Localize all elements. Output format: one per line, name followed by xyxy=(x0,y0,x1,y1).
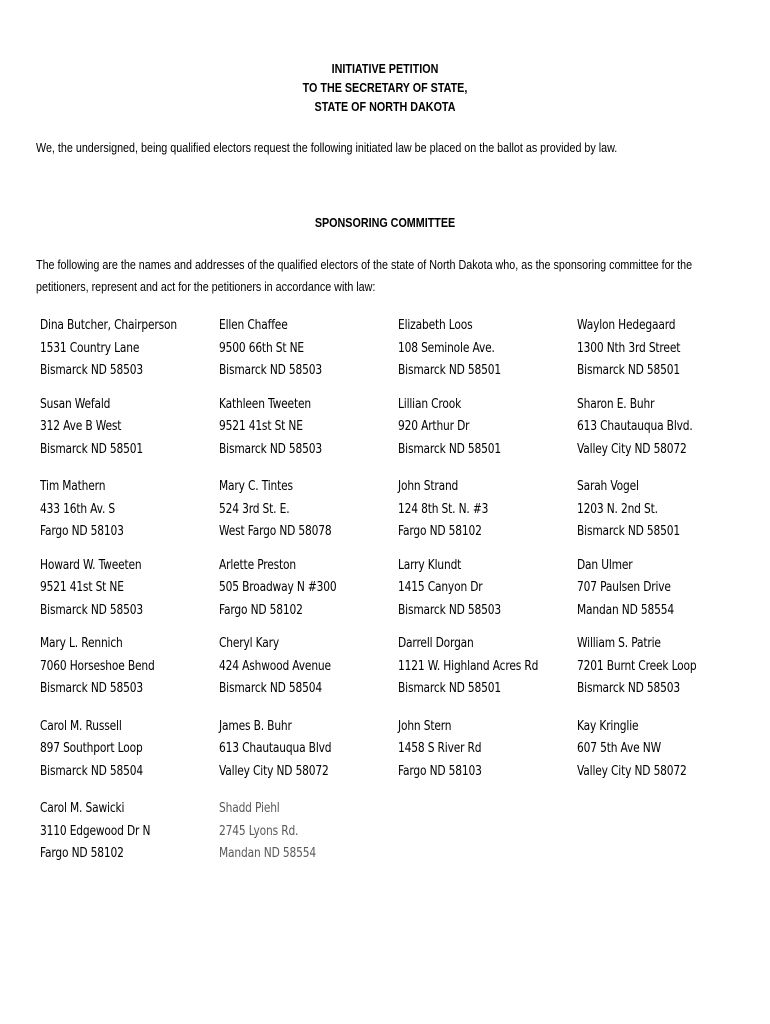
member-city: Bismarck ND 58501 xyxy=(398,363,502,378)
member-city: Valley City ND 58072 xyxy=(219,763,329,779)
committee-description: The following are the names and addresses of the qualified electors of the state of North Dakota who, as the sponsoring committee for the petitioners, represent and act for the petitioners in accordance with law: xyxy=(36,258,693,294)
member-city: Fargo ND 58103 xyxy=(398,763,482,779)
member-street: 9500 66th St NE xyxy=(219,340,304,356)
member-entry xyxy=(398,394,577,462)
member-city: Bismarck ND 58503 xyxy=(219,363,323,378)
member-entry xyxy=(577,476,756,544)
member-entry xyxy=(577,394,756,462)
member-city: Mandan ND 58554 xyxy=(577,602,674,618)
heading-line-1: INITIATIVE PETITION xyxy=(331,62,439,76)
member-street: 613 Chautauqua Blvd. xyxy=(577,419,693,434)
member-street: 613 Chautauqua Blvd xyxy=(219,741,332,756)
member-city: Bismarck ND 58501 xyxy=(577,363,681,378)
member-name: Tim Mathern xyxy=(40,479,106,494)
members-row xyxy=(40,633,760,701)
member-city: Bismarck ND 58501 xyxy=(577,524,681,539)
member-name: Waylon Hedegaard xyxy=(577,318,676,333)
member-street: 1458 S River Rd xyxy=(398,741,482,756)
member-street: 9521 41st St NE xyxy=(40,580,124,595)
member-street: 312 Ave B West xyxy=(40,419,122,434)
member-entry xyxy=(577,633,756,701)
member-entry xyxy=(40,476,219,544)
member-city: Mandan ND 58554 xyxy=(219,846,316,861)
member-name: Shadd Piehl xyxy=(219,801,280,816)
member-name: Dina Butcher, Chairperson xyxy=(40,318,177,333)
member-entry xyxy=(398,476,577,544)
member-name: John Strand xyxy=(398,479,459,494)
member-entry xyxy=(398,633,577,701)
member-name: Susan Wefald xyxy=(40,396,111,412)
member-city: Fargo ND 58102 xyxy=(40,846,124,861)
member-entry xyxy=(40,633,219,701)
member-city: Bismarck ND 58501 xyxy=(398,441,502,457)
heading-line-2: TO THE SECRETARY OF STATE, xyxy=(302,81,468,95)
member-entry xyxy=(219,716,398,784)
heading-line-3: STATE OF NORTH DAKOTA xyxy=(314,100,456,114)
members-row xyxy=(40,716,760,784)
member-name: Mary L. Rennich xyxy=(40,636,123,651)
member-name: Carol M. Sawicki xyxy=(40,801,125,816)
member-entry xyxy=(219,633,398,701)
member-name: Kay Kringlie xyxy=(577,718,639,734)
member-city: Bismarck ND 58504 xyxy=(219,681,323,696)
member-city: Fargo ND 58103 xyxy=(40,524,124,539)
member-city: Bismarck ND 58503 xyxy=(219,441,323,457)
member-city: Bismarck ND 58503 xyxy=(40,602,144,618)
member-entry xyxy=(40,798,219,866)
member-city: Bismarck ND 58503 xyxy=(398,602,502,618)
member-name: Darrell Dorgan xyxy=(398,636,474,651)
member-street: 2745 Lyons Rd. xyxy=(219,823,299,839)
member-entry xyxy=(40,315,219,383)
member-entry xyxy=(219,394,398,462)
member-street: 9521 41st St NE xyxy=(219,419,303,434)
committee-members-grid xyxy=(40,315,760,877)
member-entry xyxy=(577,315,756,383)
petition-heading xyxy=(54,60,716,117)
sponsoring-committee-title: SPONSORING COMMITTEE xyxy=(314,216,456,230)
member-city: West Fargo ND 58078 xyxy=(219,524,332,539)
member-street: 1121 W. Highland Acres Rd xyxy=(398,658,539,674)
member-street: 433 16th Av. S xyxy=(40,501,116,517)
member-entry xyxy=(219,315,398,383)
member-city: Bismarck ND 58504 xyxy=(40,763,144,779)
member-name: Howard W. Tweeten xyxy=(40,557,142,573)
member-entry xyxy=(40,716,219,784)
member-entry xyxy=(40,555,219,623)
member-entry xyxy=(398,716,577,784)
member-street: 1300 Nth 3rd Street xyxy=(577,340,681,356)
member-name: John Stern xyxy=(398,718,452,734)
member-name: Ellen Chaffee xyxy=(219,318,288,333)
member-entry xyxy=(398,315,577,383)
member-street: 920 Arthur Dr xyxy=(398,419,470,434)
member-street: 607 5th Ave NW xyxy=(577,741,661,756)
member-street: 505 Broadway N #300 xyxy=(219,580,337,595)
member-street: 897 Southport Loop xyxy=(40,741,143,756)
member-name: Sharon E. Buhr xyxy=(577,396,655,412)
member-entry xyxy=(219,555,398,623)
member-street: 124 8th St. N. #3 xyxy=(398,501,489,517)
member-name: Kathleen Tweeten xyxy=(219,396,311,412)
member-name: William S. Patrie xyxy=(577,636,661,651)
member-name: Elizabeth Loos xyxy=(398,318,473,333)
member-name: Larry Klundt xyxy=(398,557,462,573)
member-name: Mary C. Tintes xyxy=(219,479,293,494)
member-street: 108 Seminole Ave. xyxy=(398,340,495,356)
members-row xyxy=(40,394,760,462)
member-city: Bismarck ND 58503 xyxy=(40,681,144,696)
member-entry xyxy=(577,716,756,784)
member-street: 524 3rd St. E. xyxy=(219,501,290,517)
member-city: Bismarck ND 58503 xyxy=(40,363,144,378)
members-row xyxy=(40,315,760,383)
member-entry xyxy=(577,555,756,623)
member-name: Cheryl Kary xyxy=(219,636,280,651)
member-street: 1531 Country Lane xyxy=(40,340,140,356)
member-city: Valley City ND 58072 xyxy=(577,763,687,779)
intro-statement: We, the undersigned, being qualified electors request the following initiated law be placed on the ballot as provided by law. xyxy=(36,141,618,155)
member-name: Carol M. Russell xyxy=(40,718,122,734)
member-name: Sarah Vogel xyxy=(577,479,639,494)
member-name: Lillian Crook xyxy=(398,396,462,412)
members-row xyxy=(40,476,760,544)
member-street: 3110 Edgewood Dr N xyxy=(40,823,151,839)
member-city: Bismarck ND 58501 xyxy=(40,441,144,457)
member-entry xyxy=(40,394,219,462)
member-city: Fargo ND 58102 xyxy=(398,524,482,539)
member-city: Bismarck ND 58501 xyxy=(398,681,502,696)
member-city: Bismarck ND 58503 xyxy=(577,681,681,696)
member-entry xyxy=(219,476,398,544)
member-name: Arlette Preston xyxy=(219,557,297,573)
member-city: Valley City ND 58072 xyxy=(577,441,687,457)
member-street: 7201 Burnt Creek Loop xyxy=(577,658,697,674)
members-row xyxy=(40,798,760,866)
members-row xyxy=(40,555,760,623)
member-street: 424 Ashwood Avenue xyxy=(219,658,331,674)
member-street: 1415 Canyon Dr xyxy=(398,580,483,595)
member-name: James B. Buhr xyxy=(219,718,292,734)
member-street: 1203 N. 2nd St. xyxy=(577,501,658,517)
member-street: 7060 Horseshoe Bend xyxy=(40,658,155,674)
member-entry xyxy=(398,555,577,623)
member-name: Dan Ulmer xyxy=(577,557,633,573)
member-entry xyxy=(219,798,398,866)
member-street: 707 Paulsen Drive xyxy=(577,580,671,595)
member-city: Fargo ND 58102 xyxy=(219,602,303,618)
